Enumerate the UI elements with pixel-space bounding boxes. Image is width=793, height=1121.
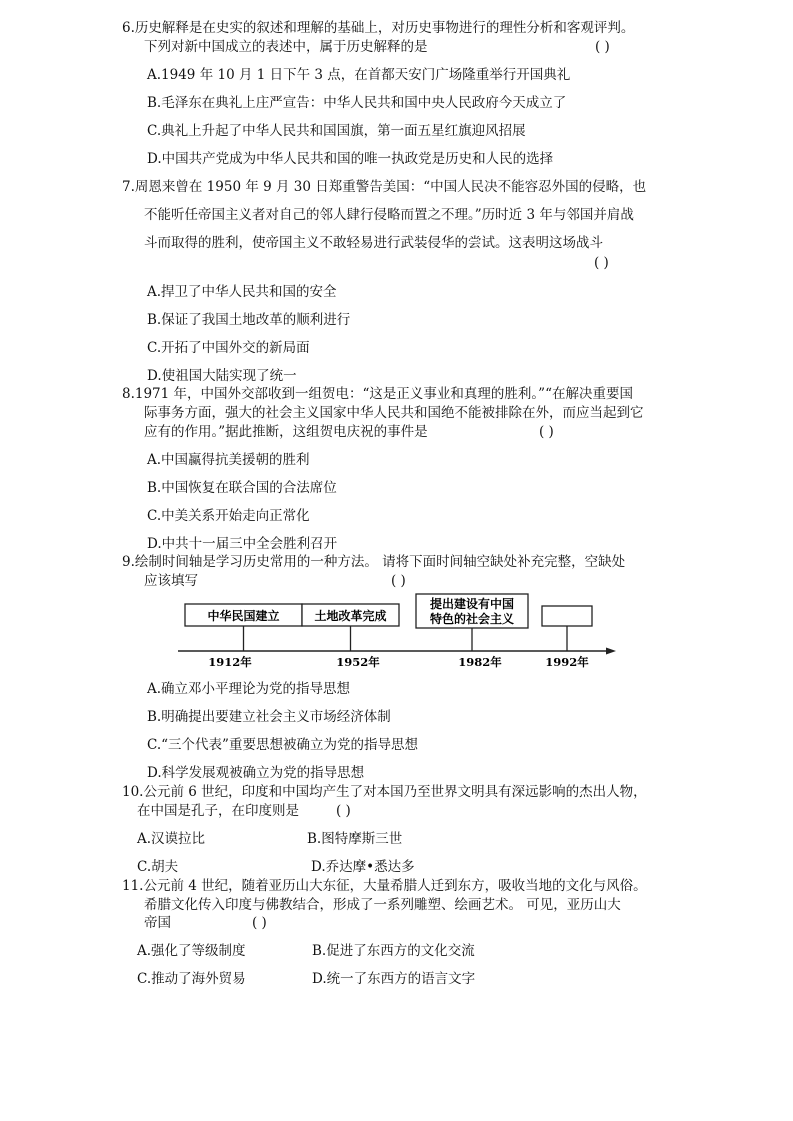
q11-stem-line2: 希腊文化传入印度与佛教结合，形成了一系列雕塑、绘画艺术。 可见，亚历山大 (144, 897, 621, 913)
q6-option-d[interactable]: D.中国共产党成为中华人民共和国的唯一执政党是历史和人民的选择 (147, 151, 554, 167)
q7-stem-line1: 7.周恩来曾在 1950 年 9 月 30 日郑重警告美国：“中国人民决不能容忍外国的侵略，也 (122, 179, 647, 195)
q8-answer-blank[interactable]: ( ) (539, 424, 554, 440)
q7-option-a[interactable]: A.捍卫了中华人民共和国的安全 (147, 284, 337, 300)
q9-stem-line1: 9.绘制时间轴是学习历史常用的一种方法。 请将下面时间轴空缺处补充完整，空缺处 (122, 554, 626, 570)
q9-stem-line2: 应该填写 (144, 573, 198, 589)
timeline-year-1952: 1952年 (336, 655, 380, 669)
timeline-year-1992: 1992年 (545, 655, 589, 669)
q11-answer-blank[interactable]: ( ) (252, 915, 267, 931)
q11-option-b[interactable]: B.促进了东西方的文化交流 (312, 943, 475, 959)
timeline-box-1982-label-line2: 特色的社会主义 (429, 612, 515, 626)
q10-answer-blank[interactable]: ( ) (336, 803, 351, 819)
timeline-box-1952-label: 土地改革完成 (314, 609, 387, 623)
q6-stem-line1: 6.历史解释是在史实的叙述和理解的基础上，对历史事物进行的理性分析和客观评判。 (122, 20, 635, 36)
q8-stem-line1: 8.1971 年，中国外交部收到一组贺电：“这是正义事业和真理的胜利。”“在解决重要国 (122, 386, 633, 402)
q6-option-b[interactable]: B.毛泽东在典礼上庄严宣告：中华人民共和国中央人民政府今天成立了 (147, 95, 567, 111)
timeline-diagram (170, 592, 630, 670)
timeline-year-1982: 1982年 (458, 655, 502, 669)
q7-option-d[interactable]: D.使祖国大陆实现了统一 (147, 368, 297, 384)
q11-option-d[interactable]: D.统一了东西方的语言文字 (312, 971, 476, 987)
q9-answer-blank[interactable]: ( ) (391, 573, 406, 589)
q8-option-c[interactable]: C.中美关系开始走向正常化 (147, 508, 310, 524)
q8-stem-line2: 际事务方面，强大的社会主义国家中华人民共和国绝不能被排除在外，而应当起到它 (144, 405, 644, 421)
q9-option-a[interactable]: A.确立邓小平理论为党的指导思想 (147, 681, 351, 697)
q10-option-d[interactable]: D.乔达摩•悉达多 (311, 859, 415, 875)
q11-stem-line3: 帝国 (144, 915, 171, 931)
timeline-box-1992-blank[interactable] (542, 606, 592, 626)
q8-option-d[interactable]: D.中共十一届三中全会胜利召开 (147, 536, 338, 552)
timeline-arrow-icon (606, 648, 616, 655)
q11-stem-line1: 11.公元前 4 世纪，随着亚历山大东征，大量希腊人迁到东方，吸收当地的文化与风俗。 (122, 878, 647, 894)
q11-option-c[interactable]: C.推动了海外贸易 (137, 971, 246, 987)
q10-stem-line2: 在中国是孔子，在印度则是 (137, 803, 299, 819)
q8-stem-line3: 应有的作用。”据此推断，这组贺电庆祝的事件是 (144, 424, 428, 440)
q10-option-a[interactable]: A.汉谟拉比 (137, 831, 206, 847)
timeline-year-1912: 1912年 (208, 655, 252, 669)
timeline-box-1982-label-line1: 提出建设有中国 (429, 597, 515, 611)
q7-option-c[interactable]: C.开拓了中国外交的新局面 (147, 340, 310, 356)
q8-option-a[interactable]: A.中国赢得抗美援朝的胜利 (147, 452, 310, 468)
q6-option-a[interactable]: A.1949 年 10 月 1 日下午 3 点，在首都天安门广场隆重举行开国典礼 (147, 67, 571, 83)
q6-option-c[interactable]: C.典礼上升起了中华人民共和国国旗，第一面五星红旗迎风招展 (147, 123, 526, 139)
q9-option-b[interactable]: B.明确提出要建立社会主义市场经济体制 (147, 709, 391, 725)
q10-option-c[interactable]: C.胡夫 (137, 859, 179, 875)
q6-answer-blank[interactable]: ( ) (595, 39, 610, 55)
q11-option-a[interactable]: A.强化了等级制度 (137, 943, 246, 959)
q7-option-b[interactable]: B.保证了我国土地改革的顺利进行 (147, 312, 351, 328)
q7-stem-line3: 斗而取得的胜利，使帝国主义不敢轻易进行武装侵华的尝试。这表明这场战斗 (144, 235, 603, 251)
q9-option-c[interactable]: C.“三个代表”重要思想被确立为党的指导思想 (147, 737, 418, 753)
q6-stem-line2: 下列对新中国成立的表述中，属于历史解释的是 (144, 39, 428, 55)
q7-answer-blank[interactable]: ( ) (594, 255, 609, 271)
timeline-box-1912-label: 中华民国建立 (207, 609, 280, 623)
q7-stem-line2: 不能听任帝国主义者对自己的邻人肆行侵略而置之不理。”历时近 3 年与邻国并肩战 (144, 207, 634, 223)
q9-option-d[interactable]: D.科学发展观被确立为党的指导思想 (147, 765, 365, 781)
q8-option-b[interactable]: B.中国恢复在联合国的合法席位 (147, 480, 337, 496)
q10-stem-line1: 10.公元前 6 世纪，印度和中国均产生了对本国乃至世界文明具有深远影响的杰出人物， (122, 784, 647, 800)
q10-option-b[interactable]: B.图特摩斯三世 (307, 831, 403, 847)
